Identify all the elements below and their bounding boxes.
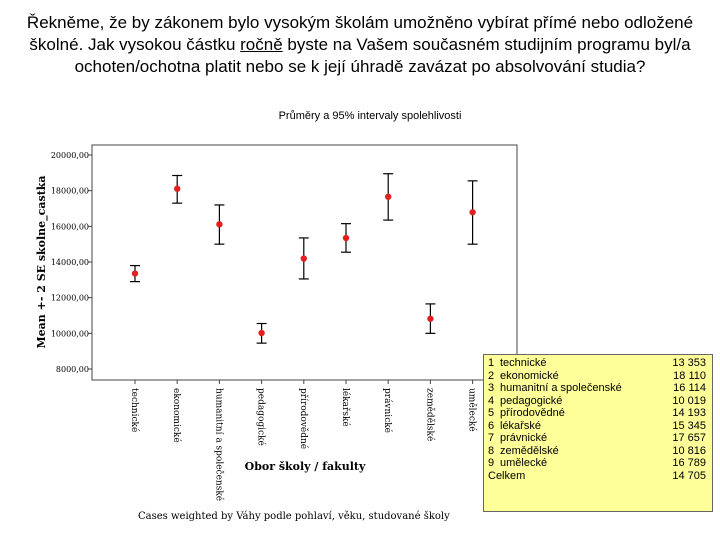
legend-row-value: 16 789 [672, 457, 706, 469]
x-tick-label: humanitní a společenské [213, 388, 224, 502]
legend-row [488, 420, 706, 433]
y-axis-label: Mean +- 2 SE skolne_castka [35, 175, 48, 349]
legend-row-number: 9 [488, 457, 495, 469]
legend-row-number: 6 [488, 419, 495, 432]
y-tick-label: 8000,00 [55, 365, 89, 374]
mean-point [343, 235, 349, 241]
legend-row-name: právnické [500, 432, 548, 444]
x-tick-label: přírodovědné [297, 388, 308, 450]
x-axis-label: Obor školy / fakulty [244, 460, 366, 473]
chart-footnote: Cases weighted by Váhy podle pohlaví, věku, studované školy [138, 511, 450, 522]
y-tick-label: 16000,00 [50, 222, 89, 232]
legend-row-value: 13 353 [672, 357, 706, 369]
legend-row-number: 8 [488, 444, 495, 457]
legend-row-value: 18 110 [673, 369, 706, 382]
mean-point [216, 221, 222, 227]
legend-row-value: 15 345 [672, 419, 706, 432]
legend-row [488, 407, 706, 420]
title-part2: byste na Vašem současném studijním programu byl/a ochoten/ochotna platit nebo se k její úhradě zavázat po absolvování studia? [74, 35, 691, 76]
legend-row [488, 357, 706, 370]
mean-point [174, 186, 180, 192]
y-tick-label: 20000,00 [50, 151, 89, 160]
title-part1: Řekněme, že by zákonem bylo vysokým školám umožněno vybírat přímé nebo odložené školné. Jak vysokou částku [26, 13, 694, 54]
legend-row [488, 370, 706, 383]
legend-row-number: 1 [488, 357, 495, 369]
mean-point [258, 330, 264, 336]
legend-row-name: přírodovědné [500, 407, 565, 419]
y-tick-label: 14000,00 [50, 258, 89, 267]
legend-row [488, 395, 706, 408]
legend-row [488, 432, 706, 445]
legend-total-value: 14 705 [672, 469, 706, 482]
legend-row [488, 445, 706, 458]
chart-subtitle: Průměry a 95% intervaly spolehlivosti [278, 110, 462, 122]
legend-row-value: 10 816 [672, 444, 706, 457]
legend-row-name: lékařské [500, 419, 541, 432]
plot-frame [92, 145, 517, 380]
x-tick-label: právnické [382, 388, 393, 434]
legend-row-name: pedagogické [500, 394, 563, 407]
legend-row-number: 4 [488, 394, 495, 407]
legend-total-row [488, 470, 706, 483]
legend-row-value: 14 193 [672, 407, 706, 419]
mean-point [469, 209, 475, 215]
y-tick-label: 12000,00 [50, 293, 89, 303]
legend-row [488, 457, 706, 470]
legend-table [483, 354, 713, 512]
legend-row-number: 2 [488, 369, 495, 382]
x-tick-label: ekonomické [171, 388, 182, 443]
legend-row-number: 3 [488, 382, 495, 394]
legend-row-value: 16 114 [673, 382, 706, 394]
legend-row-name: ekonomické [500, 369, 559, 382]
mean-point [427, 316, 433, 322]
legend-row [488, 382, 706, 395]
x-tick-label: lékařské [340, 388, 350, 427]
legend-row-number: 5 [488, 407, 495, 419]
legend-total-label: Celkem [488, 469, 526, 482]
x-tick-label: umělecké [466, 388, 477, 432]
legend-row-name: humanitní a společenské [500, 382, 622, 394]
legend-row-name: umělecké [500, 457, 548, 469]
y-tick-label: 18000,00 [50, 186, 89, 196]
x-tick-label: technické [129, 388, 139, 433]
legend-row-value: 10 019 [672, 394, 706, 407]
mean-point [301, 255, 307, 261]
legend-row-value: 17 657 [672, 432, 706, 444]
legend-row-name: technické [500, 357, 547, 369]
title-emphasis: ročně [240, 35, 283, 54]
legend-row-name: zemědělské [500, 444, 559, 457]
y-tick-label: 10000,00 [50, 329, 89, 339]
mean-point [132, 270, 138, 276]
x-tick-label: zemědělské [424, 388, 435, 442]
legend-rows [488, 357, 706, 470]
mean-point [385, 194, 391, 200]
x-tick-label: pedagogické [255, 388, 266, 446]
legend-row-number: 7 [488, 432, 495, 444]
